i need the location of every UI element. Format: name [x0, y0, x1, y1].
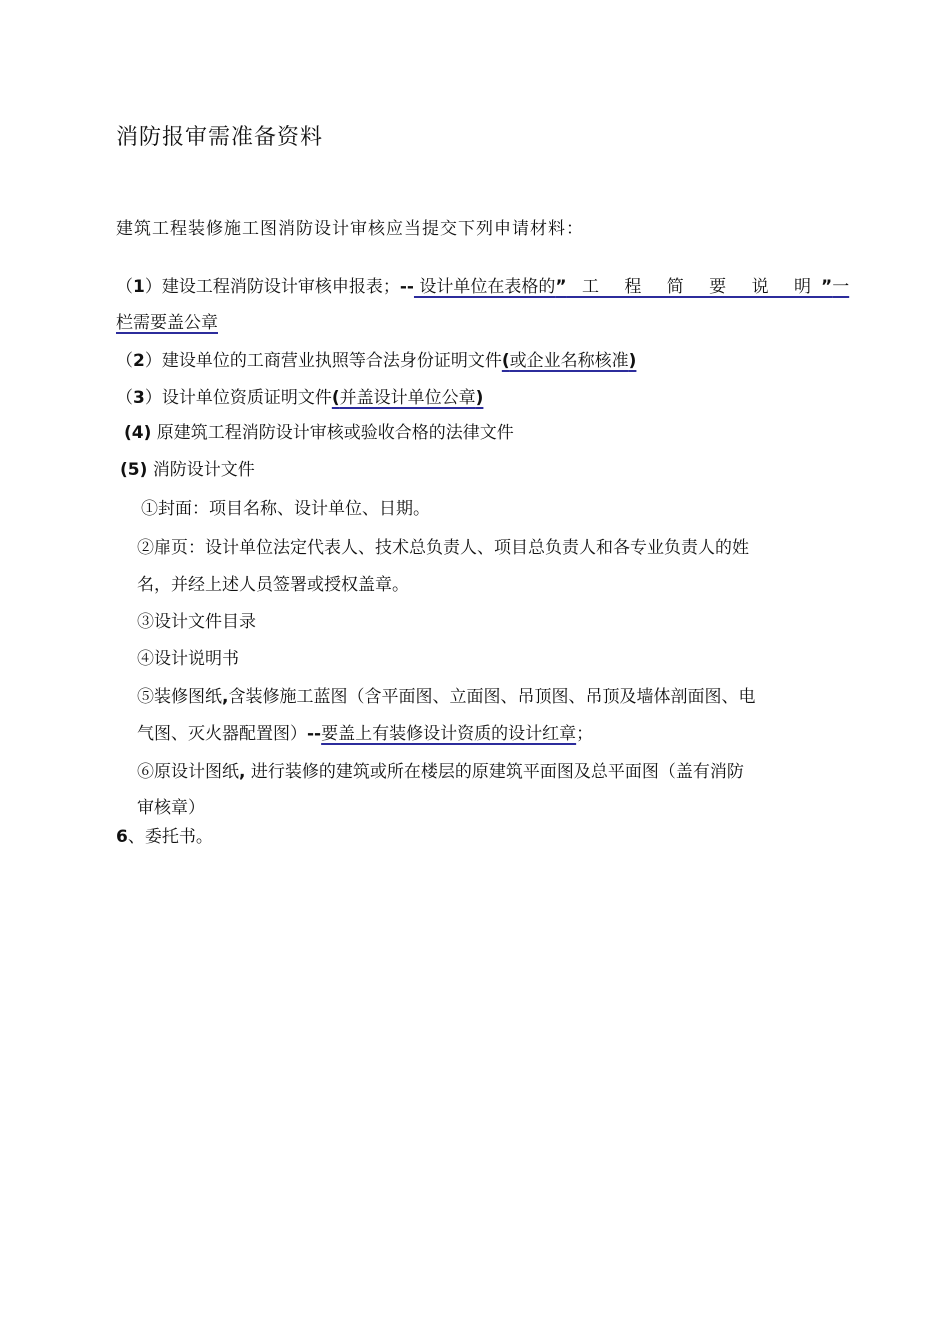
sub-item-5-note: 要盖上有装修设计资质的设计红章: [321, 724, 577, 744]
item-1-note-b: 一: [832, 277, 850, 297]
item-3: [116, 383, 483, 408]
item-1-quote-open: ”: [555, 277, 567, 297]
item-1-line-2: [116, 308, 218, 333]
sub-item-5-line-1: [137, 682, 755, 707]
sub-item-1: ①封面：项目名称、设计单位、日期。: [141, 499, 430, 519]
item-4: [124, 418, 514, 443]
item-3-close-paren: ）: [144, 388, 162, 408]
item-2-note-close: ): [628, 351, 637, 371]
item-1-close-paren: ）: [144, 277, 162, 297]
item-3-note-text: 并盖设计单位公章: [339, 388, 476, 408]
document-title: 消防报审需准备资料: [116, 125, 324, 150]
item-5: [120, 455, 255, 480]
sub-item-5-line-2: [137, 719, 593, 744]
item-1-dash: --: [399, 277, 414, 297]
item-1-note-spaced: 工 程 简 要 说 明: [566, 277, 821, 297]
item-2: [116, 346, 636, 371]
intro-paragraph: 建筑工程装修施工图消防设计审核应当提交下列申请材料：: [116, 219, 584, 239]
item-1-line-1: [116, 272, 849, 297]
item-2-note-open: (: [501, 351, 510, 371]
item-2-close-paren: ）: [144, 351, 162, 371]
item-5-text: 消防设计文件: [147, 460, 255, 480]
item-6: [116, 822, 213, 847]
sub-item-6-prefix: ⑥原设计图纸: [137, 762, 239, 782]
item-4-text: 原建筑工程消防设计审核或验收合格的法律文件: [151, 423, 514, 443]
item-3-number: 3: [133, 388, 145, 408]
item-3-text: 设计单位资质证明文件: [161, 388, 332, 408]
sub-item-5-dash: --: [307, 724, 322, 744]
item-2-note: [502, 351, 637, 371]
sub-item-5-rest: 含装修施工蓝图（含平面图、立面图、吊顶图、吊顶及墙体剖面图、电: [228, 687, 756, 707]
item-3-open-paren: （: [116, 388, 133, 408]
sub-item-6-rest: 进行装修的建筑或所在楼层的原建筑平面图及总平面图（盖有消防: [245, 762, 744, 782]
item-3-note-close: ): [475, 388, 484, 408]
sub-item-3: ③设计文件目录: [137, 612, 256, 632]
sub-item-4: ④设计说明书: [137, 649, 239, 669]
item-1-number: 1: [133, 277, 145, 297]
item-1-note-line-2: 栏需要盖公章: [116, 313, 218, 333]
sub-item-5-prefix: ⑤装修图纸: [137, 687, 222, 707]
item-1-open-paren: （: [116, 277, 133, 297]
item-2-note-text: 或企业名称核准: [509, 351, 629, 371]
item-1-text: 建设工程消防设计审核申报表；: [161, 277, 400, 297]
item-1-note-a: 设计单位在表格的: [413, 277, 556, 297]
sub-item-5-comma: ,: [222, 687, 229, 707]
item-6-number: 6: [116, 827, 128, 847]
sub-item-2-line-1: ②扉页：设计单位法定代表人、技术总负责人、项目总负责人和各专业负责人的姓: [137, 538, 749, 558]
item-2-open-paren: （: [116, 351, 133, 371]
sub-item-2-line-2: 名，并经上述人员签署或授权盖章。: [137, 575, 409, 595]
item-6-text: 、委托书。: [127, 827, 213, 847]
item-1-quote-close: ”: [821, 277, 833, 297]
item-2-number: 2: [133, 351, 145, 371]
item-1-note: [414, 277, 849, 297]
item-4-label: (4): [124, 423, 152, 443]
item-3-note-open: (: [331, 388, 340, 408]
sub-item-5-line-2-prefix: 气图、灭火器配置图）: [137, 724, 307, 744]
item-3-note: [332, 388, 484, 408]
sub-item-6-comma: ,: [239, 762, 246, 782]
sub-item-6-line-2: 审核章）: [137, 798, 205, 818]
item-5-label: (5): [120, 460, 148, 480]
sub-item-6-line-1: [137, 757, 744, 782]
item-2-text: 建设单位的工商营业执照等合法身份证明文件: [161, 351, 502, 371]
sub-item-5-end: ；: [576, 724, 594, 744]
